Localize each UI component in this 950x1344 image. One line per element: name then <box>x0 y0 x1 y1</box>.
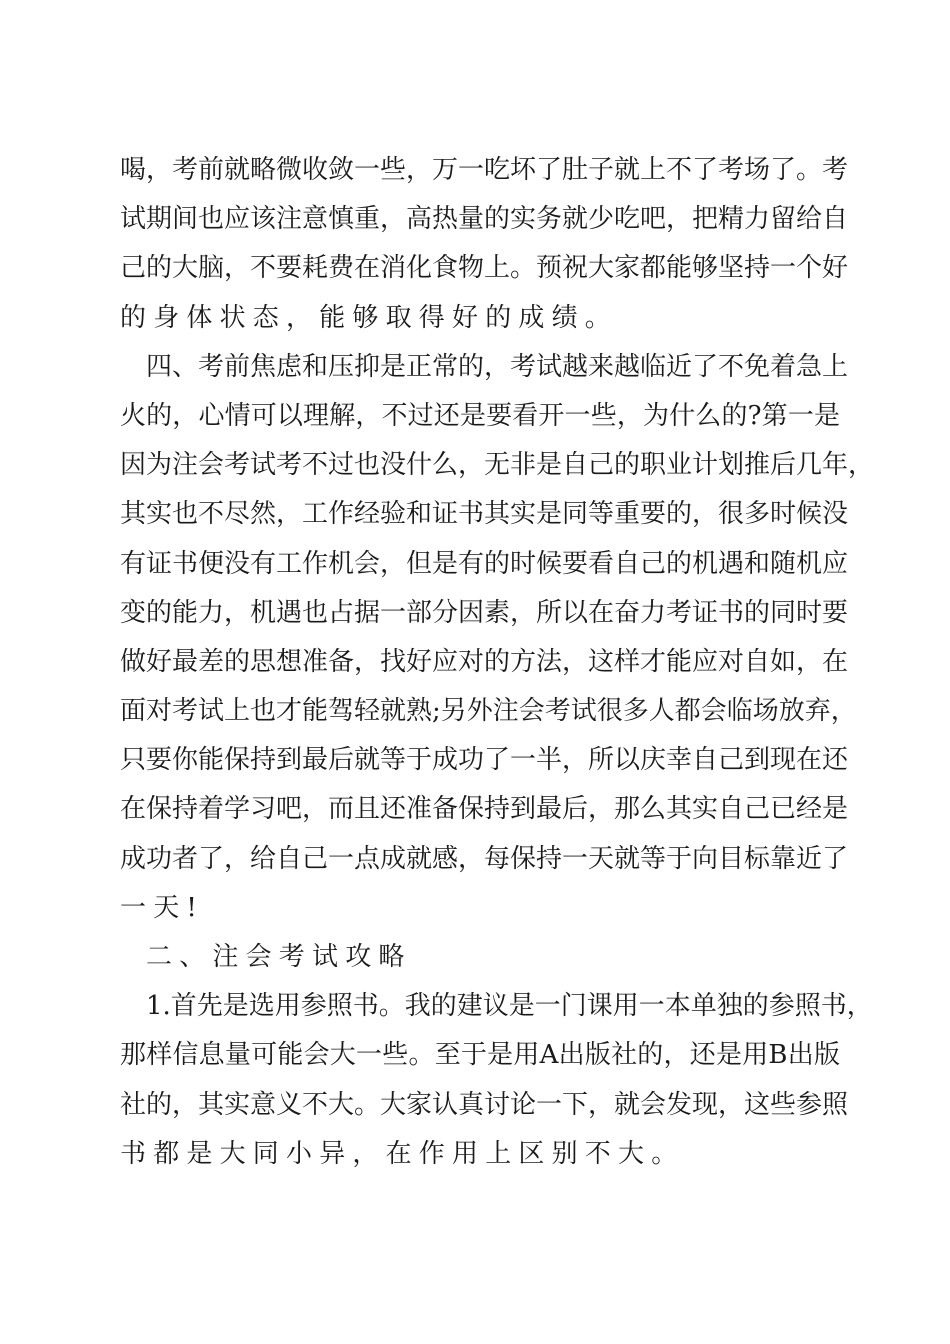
text-line-1: 喝，考前就略微收敛一些，万一吃坏了肚子就上不了考场了。考 <box>120 155 849 185</box>
document-body <box>120 146 875 1179</box>
text-line-21: 书都是大同小异，在作用上区别不大。 <box>120 1138 685 1169</box>
text-line-9: 有证书便没有工作机会，但是有的时候要看自己的机遇和随机应 <box>120 548 849 579</box>
text-line-18: 1.首先是选用参照书。我的建议是一门课用一本单独的参照书， <box>146 991 873 1022</box>
text-line-2: 试期间也应该注意慎重，高热量的实务就少吃吧，把精力留给自 <box>120 204 849 235</box>
section-heading: 二、注会考试攻略 <box>146 942 412 972</box>
text-line-8: 其实也不尽然，工作经验和证书其实是同等重要的，很多时候没 <box>120 499 849 530</box>
text-line-10: 变的能力，机遇也占据一部分因素，所以在奋力考证书的同时要 <box>120 597 849 628</box>
text-line-12: 面对考试上也才能驾轻就熟;另外注会考试很多人都会临场放弃， <box>120 696 857 727</box>
text-line-11: 做好最差的思想准备，找好应对的方法，这样才能应对自如，在 <box>120 646 849 677</box>
text-line-5: 四、考前焦虑和压抑是正常的，考试越来越临近了不免着急上 <box>146 351 849 382</box>
text-line-14: 在保持着学习吧，而且还准备保持到最后，那么其实自己已经是 <box>120 794 849 825</box>
text-line-20: 社的，其实意义不大。大家认真讨论一下，就会发现，这些参照 <box>120 1089 849 1120</box>
text-line-6: 火的，心情可以理解，不过还是要看开一些，为什么的?第一是 <box>120 400 840 431</box>
text-line-15: 成功者了，给自己一点成就感，每保持一天就等于向目标靠近了 <box>120 843 849 874</box>
text-line-13: 只要你能保持到最后就等于成功了一半，所以庆幸自己到现在还 <box>120 745 849 776</box>
text-line-4: 的身体状态，能够取得好的成绩。 <box>120 302 619 333</box>
text-line-16: 一天! <box>120 892 205 923</box>
text-line-7: 因为注会考试考不过也没什么，无非是自己的职业计划推后几年， <box>120 450 875 481</box>
text-line-19: 那样信息量可能会大一些。至于是用A出版社的，还是用B出版 <box>120 1040 840 1071</box>
text-line-3: 己的大脑，不要耗费在消化食物上。预祝大家都能够坚持一个好 <box>120 253 849 284</box>
